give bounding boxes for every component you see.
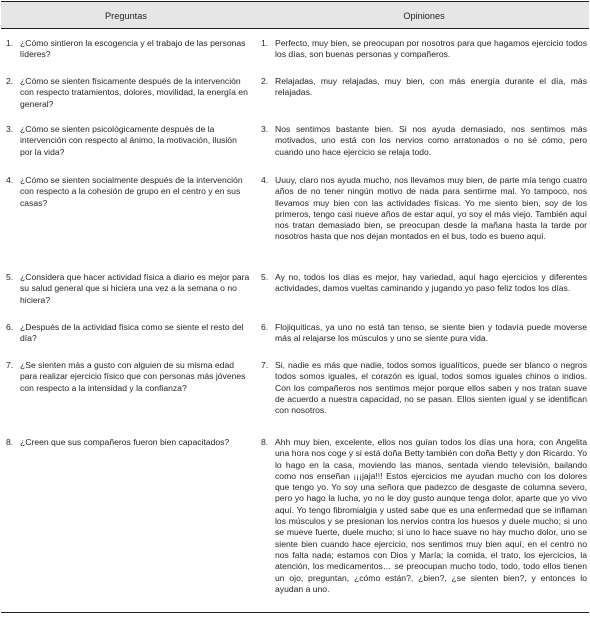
question-cell — [6, 360, 250, 394]
question-cell — [6, 38, 250, 61]
answer-cell — [261, 360, 587, 416]
question-cell — [6, 175, 250, 209]
question-text: ¿Cómo se sienten psicológicamente después de la intervención con respecto al ánimo, la motivación, ilusión por la vida? — [20, 124, 237, 157]
answer-text: Flojiquiticas, ya uno no está tan tenso, se siente bien y todavía puede moverse más al relajarse los músculos y uno se siente pura vida. — [275, 322, 587, 344]
question-number: 5. — [6, 272, 14, 282]
question-text: ¿Se sienten más a gusto con alguien de su misma edad para realizar ejercicio físico que con personas más jóvenes con respecto a la intensidad y la confianza? — [20, 360, 246, 393]
question-number: 3. — [6, 124, 14, 134]
answer-number: 4. — [261, 175, 269, 185]
question-number: 4. — [6, 175, 14, 185]
answer-number: 7. — [261, 360, 269, 370]
answer-text: Si, nadie es más que nadie, todos somos igualíticos, puede ser blanco o negros todos somos iguales, el corazón es igual, todos somos iguales chinos o indios. Con los compañeros nos sentimos mejor porque ellos saben y nos tratan suave de acuerdo a nuestra capacidad, no se pasan. Ellos sienten igual y se identifican con nosotros. — [275, 360, 587, 416]
answer-text: Ay no, todos los días es mejor, hay variedad, aquí hago ejercicios y diferentes actividades, damos vueltas caminando y jugando yo paso feliz todos los días. — [275, 272, 587, 294]
answer-text: Nos sentimos bastante bien. Si nos ayuda demasiado, nos sentimos más motivados, uno está con los nervios como arratonados o no sé cómo, pero cuando uno hace ejercicio se relaja todo. — [275, 124, 587, 157]
answer-cell — [261, 322, 587, 345]
question-text: ¿Cómo sintieron la escogencia y el trabajo de las personas líderes? — [20, 38, 246, 60]
question-cell — [6, 272, 250, 306]
answer-number: 5. — [261, 272, 269, 282]
answer-cell — [261, 272, 587, 295]
question-number: 2. — [6, 76, 14, 86]
header-rule — [1, 28, 589, 29]
answer-number: 6. — [261, 322, 269, 332]
answer-number: 8. — [261, 437, 269, 447]
header-opiniones: Opiniones — [403, 11, 445, 21]
answer-text: Ahh muy bien, excelente, ellos nos guían todos los días una hora, con Angelita una hora nos coge y si está doña Betty también con doña Betty y don Ricardo. Yo lo hago en la casa, moviendo las manos, sentada viendo televisión, bailando como nos enseñan ¡¡¡jaja!!! Estos ejercicios me ayudan mucho con los dolores que tengo yo. Yo soy una señora que padezco de desgaste de columna severo, pero yo hago la lucha, yo no le doy gusto aunque tenga dolor, aparte que yo vivo aquí. Yo tengo fibromialgia y usted sabe que es una enfermedad que se inflaman los músculos y se presionan los nervios contra los huesos y duele mucho; si uno se mueve fuerte, duele mucho; si uno lo hace suave no hay mucho dolor, uno se siente bien cuando hace ejercicio, nos sentimos muy bien aquí, en el centro no nos falta nada; estamos con Dios y María; la comida, el trato, los ejercicios, la atención, los medicamentos… se preocupan mucho todo, todo, todo ellos tienen un ojo, preguntan, ¿cómo están?, ¿bien?, ¿se sienten bien?, y entonces lo ayudan a uno. — [275, 437, 587, 594]
question-cell — [6, 322, 250, 345]
table-bottom-rule — [1, 612, 589, 613]
answer-number: 1. — [261, 38, 269, 48]
question-text: ¿Considera que hacer actividad física a diario es mejor para su salud general que si hiciera una vez a la semana o no hiciera? — [20, 272, 250, 305]
answer-text: Relajadas, muy relajadas, muy bien, con más energía durante el día, más relajadas. — [275, 76, 587, 98]
question-text: ¿Cómo se sienten socialmente después de la intervención con respecto a la cohesión de grupo en el centro y en sus casas? — [20, 175, 243, 208]
answer-cell — [261, 437, 587, 595]
answer-cell — [261, 76, 587, 99]
answer-text: Perfecto, muy bien, se preocupan por nosotros para que hagamos ejercicio todos los días, son buenas personas y compañeros. — [275, 38, 587, 60]
answer-cell — [261, 124, 587, 158]
question-cell — [6, 124, 250, 158]
answer-text: Uuuy, claro nos ayuda mucho, nos llevamos muy bien, de parte mía tengo cuatro años de no tener ningún motivo de nada para sentirme mal. Yo tampoco, nos llevamos muy bien con las actividades físicas. Yo me siento bien, soy de los primeros, tengo casi nueve años de estar aquí, yo soy el más viejo. También aquí nos tratan demasiado bien, se preocupan desde la mañana hasta la tarde por nosotros hasta que nos dejan montados en el bus, todo es bueno aquí. — [275, 175, 587, 242]
table-header — [1, 2, 589, 28]
question-cell — [6, 437, 250, 448]
answer-number: 2. — [261, 76, 269, 86]
question-number: 7. — [6, 360, 14, 370]
question-cell — [6, 76, 250, 110]
question-number: 1. — [6, 38, 14, 48]
question-text: ¿Después de la actividad física como se siente el resto del día? — [20, 322, 244, 344]
question-text: ¿Cómo se sienten físicamente después de la intervención con respecto tratamientos, dolores, movilidad, la energía en general? — [20, 76, 248, 109]
answer-number: 3. — [261, 124, 269, 134]
question-number: 8. — [6, 437, 14, 447]
answer-cell — [261, 38, 587, 61]
question-text: ¿Creen que sus compañeros fueron bien capacitados? — [20, 437, 230, 447]
header-preguntas: Preguntas — [105, 11, 147, 21]
question-number: 6. — [6, 322, 14, 332]
answer-cell — [261, 175, 587, 243]
